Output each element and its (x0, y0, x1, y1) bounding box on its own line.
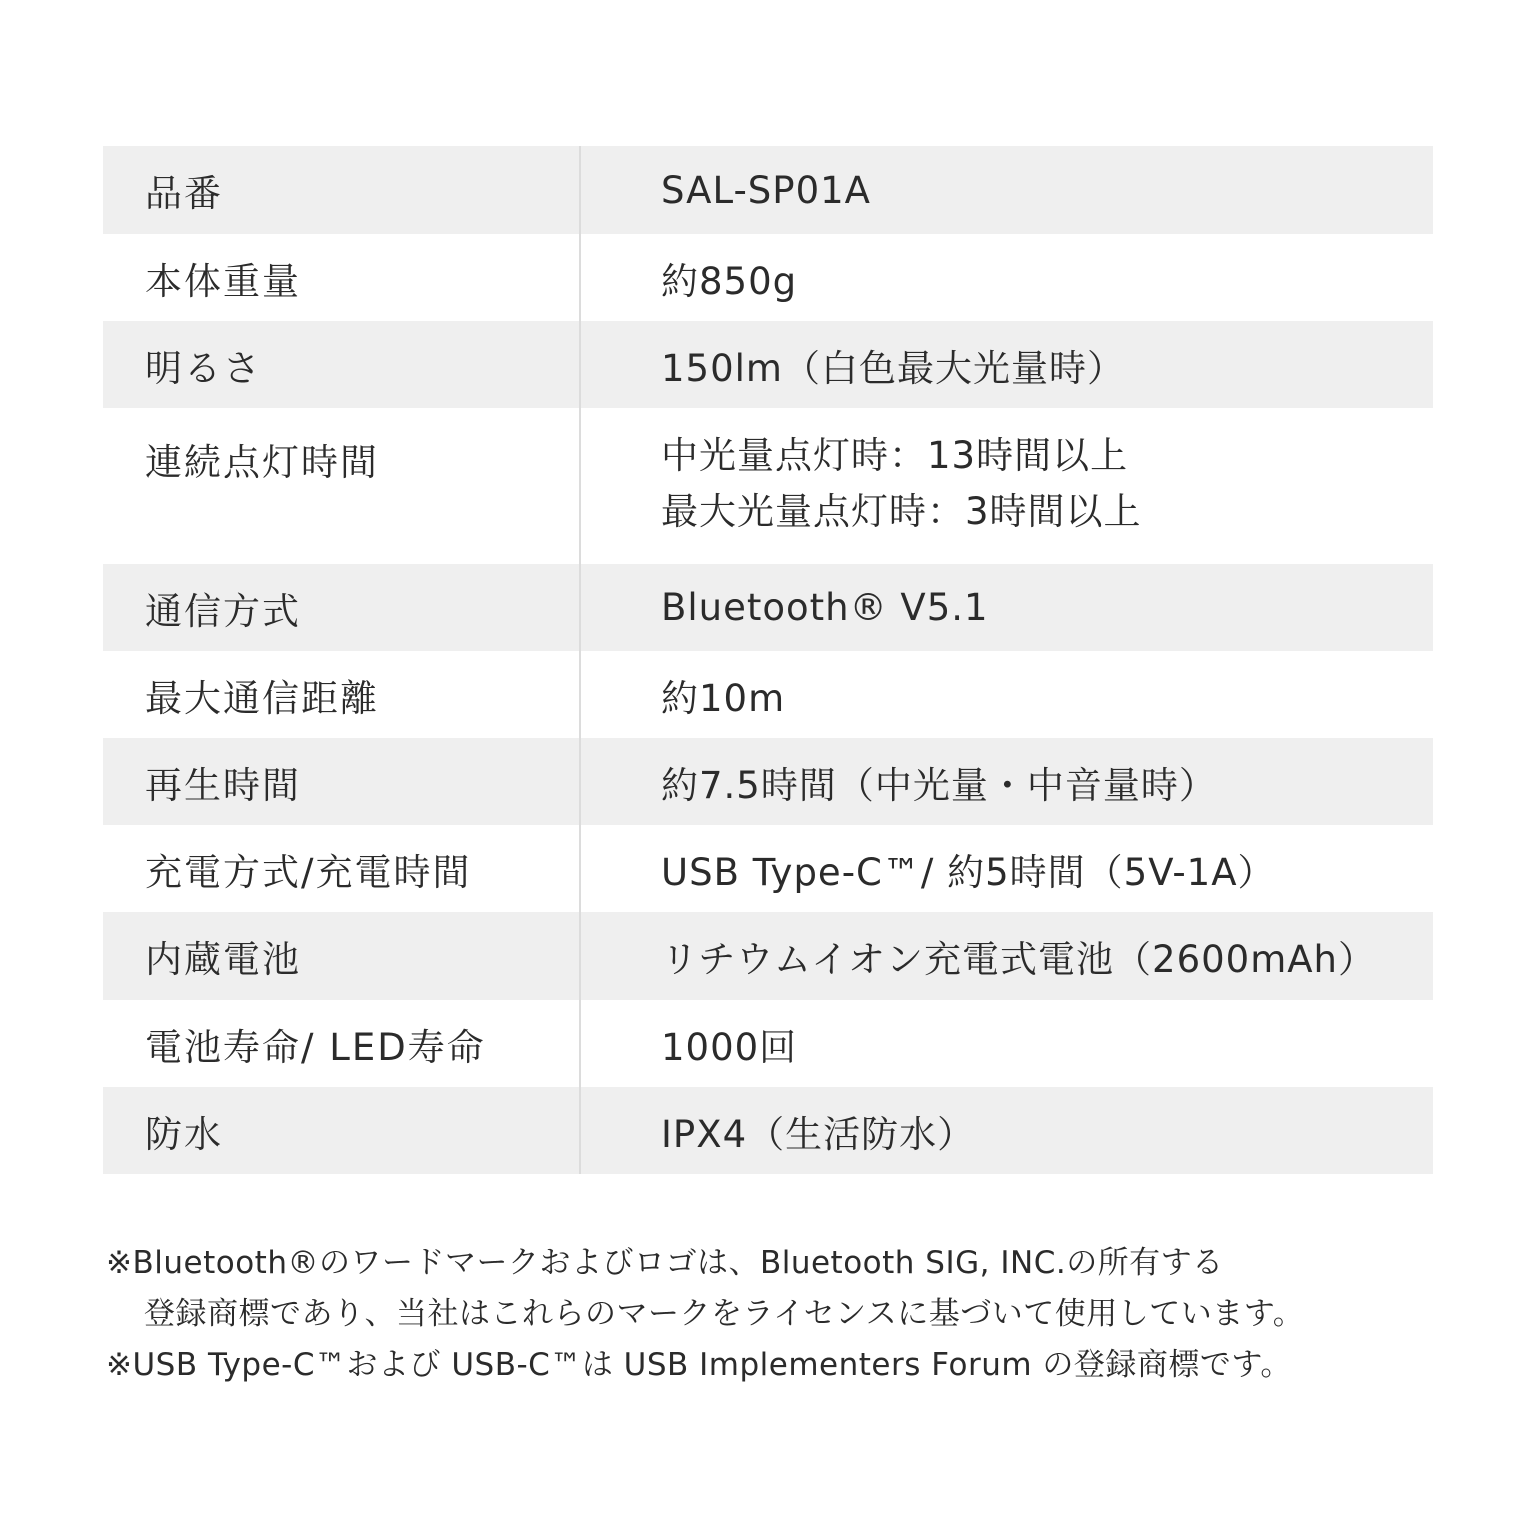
spec-value-line: 中光量点灯時：13時間以上 (661, 434, 1129, 477)
spec-row-weight (103, 234, 1433, 321)
spec-label: 最大通信距離 (103, 651, 581, 738)
note-usb-trademark: ※USB Type-C™および USB-C™は USB Implementers Forum の登録商標です。 (106, 1347, 1292, 1383)
spec-table (103, 146, 1433, 1174)
spec-row-playback-time (103, 738, 1433, 825)
spec-row-lifespan (103, 1000, 1433, 1087)
spec-label: 防水 (103, 1087, 581, 1174)
spec-row-brightness (103, 321, 1433, 408)
spec-value-line: 最大光量点灯時：3時間以上 (661, 490, 1142, 533)
spec-value: 約10m (661, 676, 786, 720)
spec-row-charging (103, 825, 1433, 912)
spec-value: 約850g (661, 259, 798, 303)
spec-value: IPX4（生活防水） (661, 1112, 976, 1156)
spec-row-max-range (103, 651, 1433, 738)
spec-row-battery (103, 912, 1433, 1000)
spec-label: 通信方式 (103, 564, 581, 651)
spec-label: 電池寿命/ LED寿命 (103, 1000, 581, 1087)
spec-value: リチウムイオン充電式電池（2600mAh） (661, 938, 1377, 981)
spec-value: Bluetooth® V5.1 (661, 586, 989, 629)
spec-label: 品番 (103, 146, 581, 234)
spec-value: USB Type-C™/ 約5時間（5V-1A） (661, 850, 1276, 894)
spec-value (581, 408, 1433, 564)
spec-label: 明るさ (103, 321, 581, 408)
spec-value: SAL-SP01A (661, 168, 871, 212)
spec-value: 150lm（白色最大光量時） (661, 346, 1125, 390)
spec-row-waterproof (103, 1087, 1433, 1174)
spec-row-continuous-lighting-time (103, 408, 1433, 564)
spec-label: 連続点灯時間 (103, 408, 581, 564)
spec-value: 1000回 (661, 1025, 798, 1069)
note-bluetooth-trademark: ※Bluetooth®のワードマークおよびロゴは、Bluetooth SIG, INC.の所有する (106, 1245, 1224, 1281)
spec-row-model-number (103, 146, 1433, 234)
spec-label: 本体重量 (103, 234, 581, 321)
spec-value: 約7.5時間（中光量・中音量時） (661, 763, 1217, 807)
note-bluetooth-license: 登録商標であり、当社はこれらのマークをライセンスに基づいて使用しています。 (144, 1296, 1305, 1332)
spec-label: 再生時間 (103, 738, 581, 825)
spec-label: 内蔵電池 (103, 912, 581, 1000)
spec-label: 充電方式/充電時間 (103, 825, 581, 912)
trademark-notes (106, 1238, 1526, 1391)
spec-row-communication (103, 564, 1433, 651)
